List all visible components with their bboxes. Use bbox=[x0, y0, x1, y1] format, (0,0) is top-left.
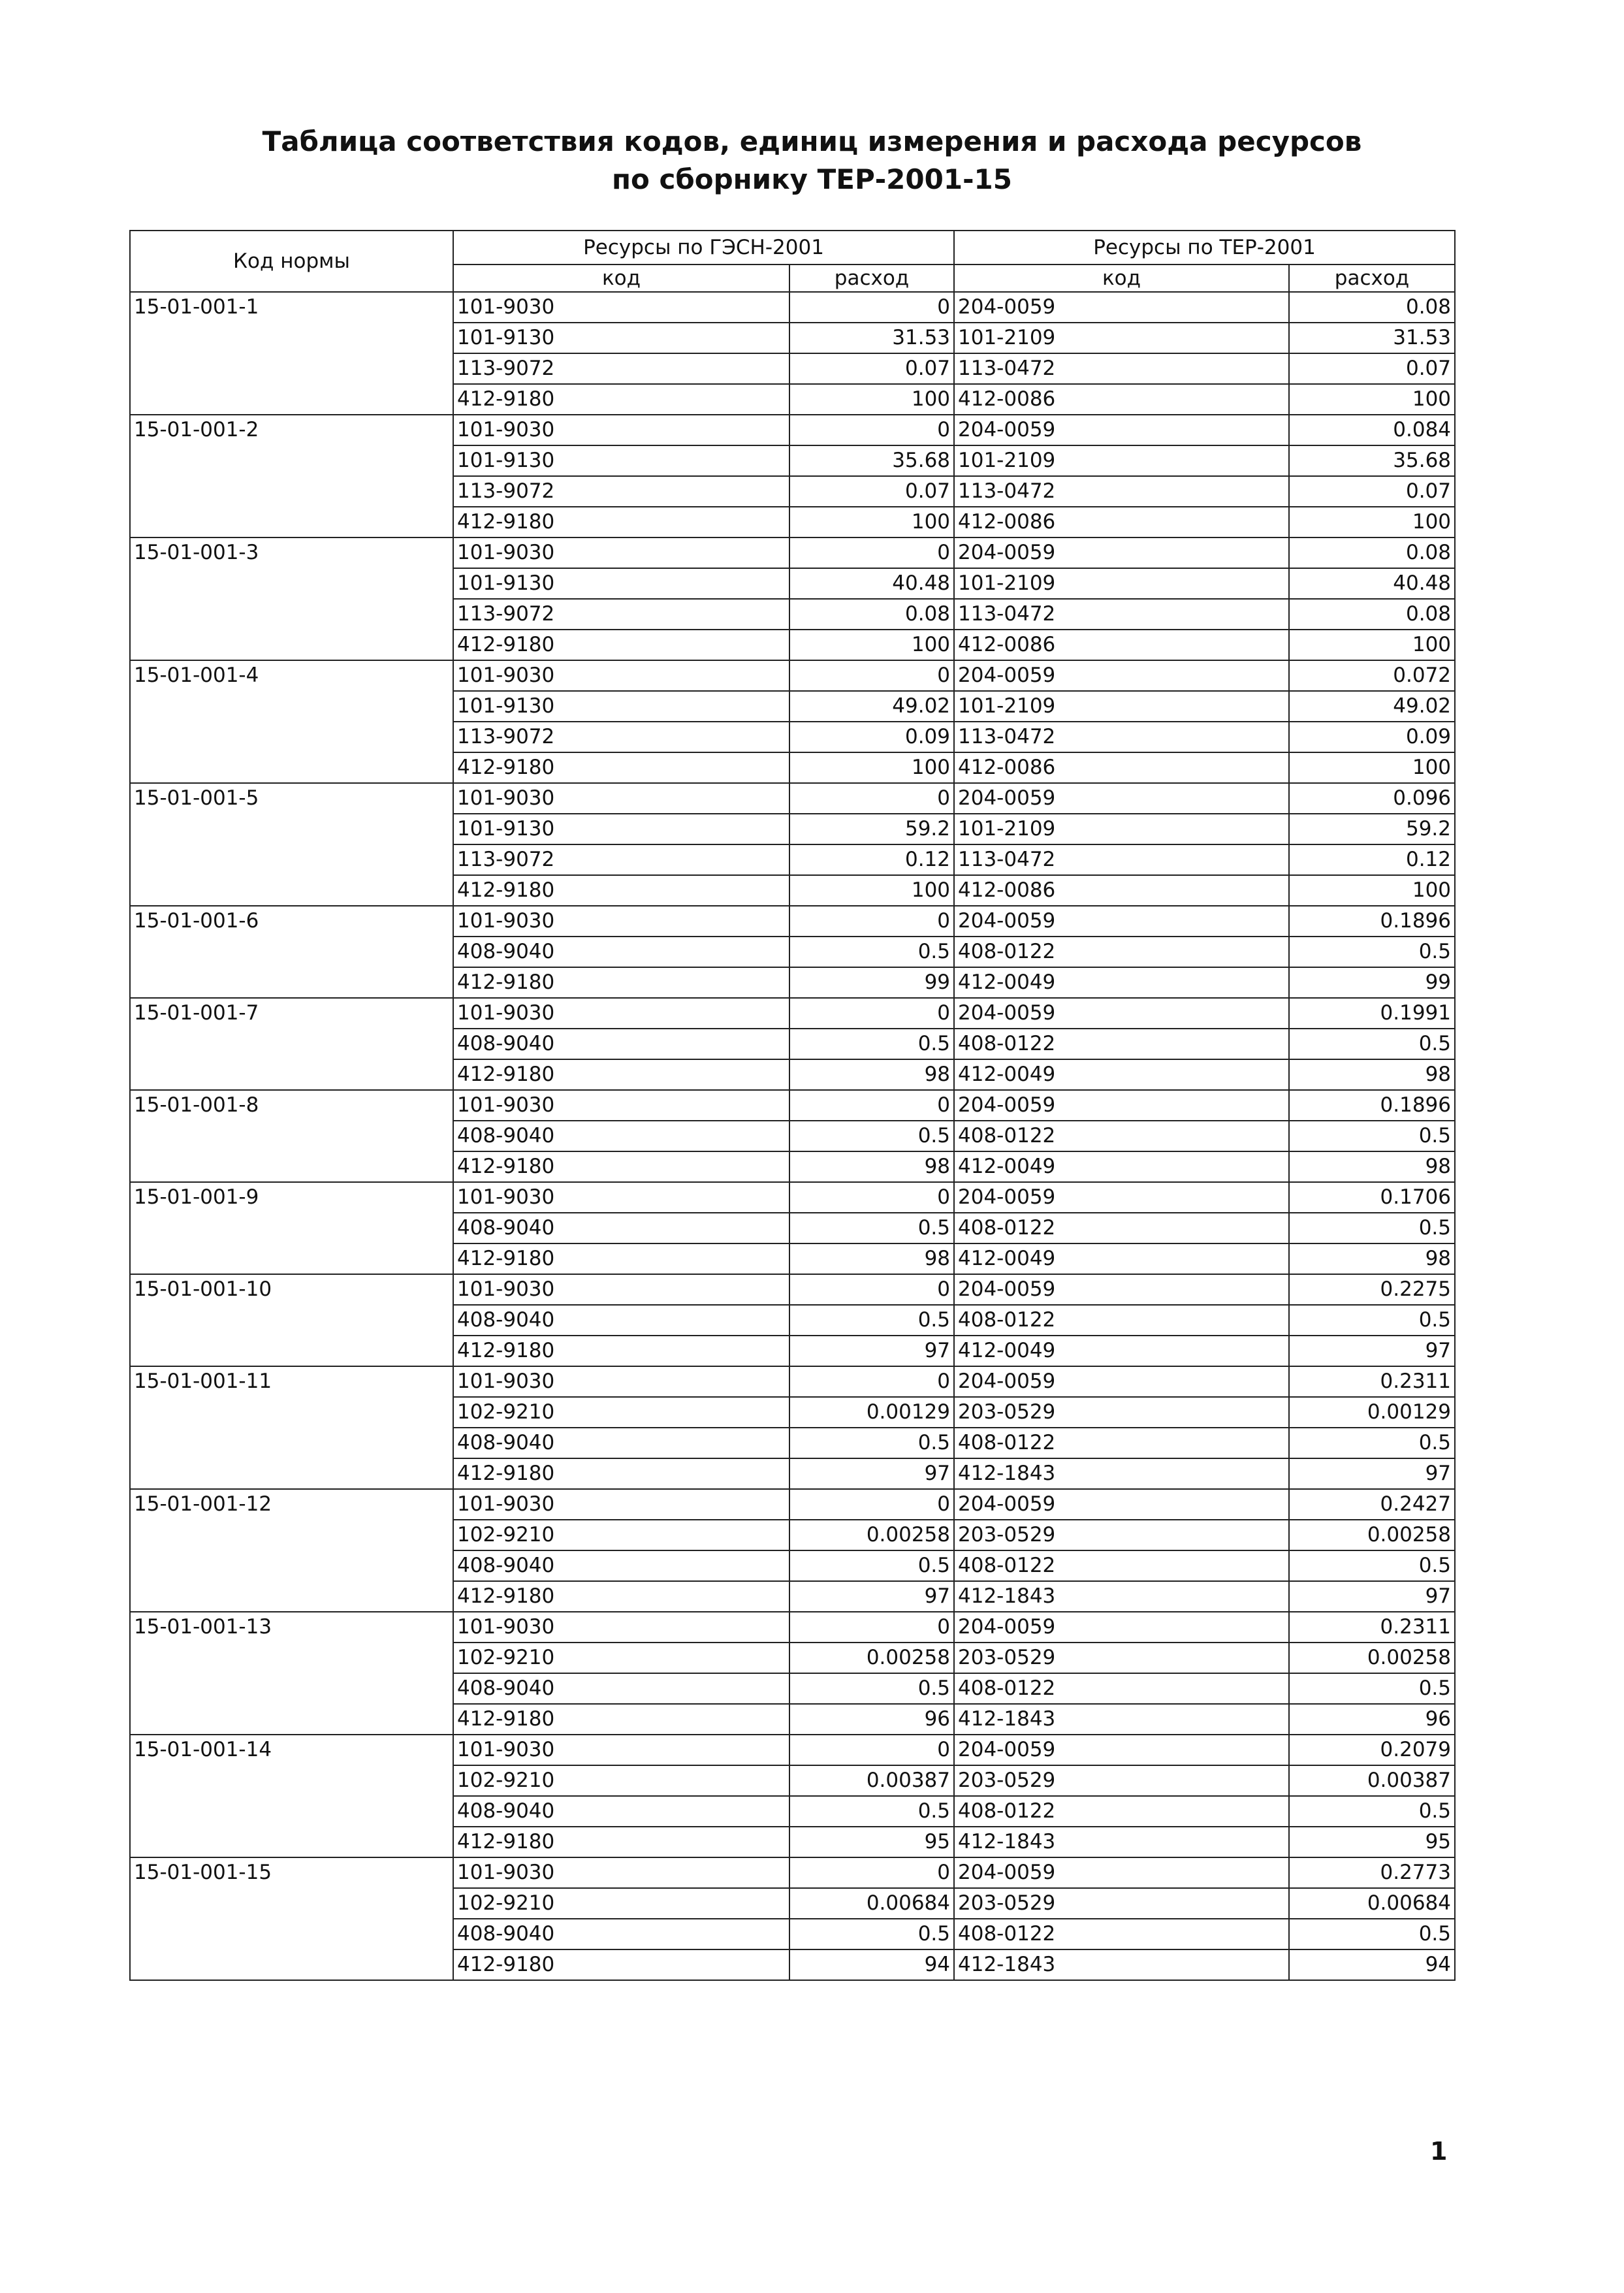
gesn-consumption-cell: 100 bbox=[789, 384, 954, 415]
gesn-code-cell: 412-9180 bbox=[453, 1458, 789, 1489]
ter-consumption-cell: 35.68 bbox=[1289, 445, 1455, 476]
ter-code-cell: 412-0086 bbox=[954, 384, 1289, 415]
gesn-code-cell: 101-9030 bbox=[453, 1612, 789, 1643]
ter-code-cell: 408-0122 bbox=[954, 1428, 1289, 1458]
ter-code-cell: 408-0122 bbox=[954, 1550, 1289, 1581]
resource-correspondence-table bbox=[129, 230, 1456, 1981]
gesn-consumption-cell: 0 bbox=[789, 1090, 954, 1121]
gesn-consumption-cell: 0.00129 bbox=[789, 1397, 954, 1428]
gesn-consumption-cell: 0.07 bbox=[789, 353, 954, 384]
gesn-code-cell: 101-9130 bbox=[453, 445, 789, 476]
gesn-code-cell: 113-9072 bbox=[453, 599, 789, 630]
norm-code-cell: 15-01-001-8 bbox=[130, 1090, 453, 1182]
ter-consumption-cell: 100 bbox=[1289, 752, 1455, 783]
gesn-code-cell: 412-9180 bbox=[453, 384, 789, 415]
title-line-1: Таблица соответствия кодов, единиц измерения и расхода ресурсов bbox=[262, 125, 1362, 157]
ter-consumption-cell: 0.5 bbox=[1289, 1550, 1455, 1581]
gesn-code-cell: 408-9040 bbox=[453, 1029, 789, 1059]
table-row bbox=[130, 1489, 1455, 1520]
ter-consumption-cell: 0.072 bbox=[1289, 660, 1455, 691]
gesn-consumption-cell: 0 bbox=[789, 292, 954, 323]
ter-code-cell: 412-0086 bbox=[954, 752, 1289, 783]
gesn-consumption-cell: 0.00258 bbox=[789, 1520, 954, 1550]
gesn-consumption-cell: 0.5 bbox=[789, 1428, 954, 1458]
ter-consumption-cell: 0.07 bbox=[1289, 476, 1455, 507]
gesn-consumption-cell: 0 bbox=[789, 998, 954, 1029]
ter-consumption-cell: 0.08 bbox=[1289, 599, 1455, 630]
table-row bbox=[130, 1612, 1455, 1643]
ter-code-cell: 204-0059 bbox=[954, 1182, 1289, 1213]
gesn-code-cell: 101-9030 bbox=[453, 1274, 789, 1305]
gesn-code-cell: 102-9210 bbox=[453, 1397, 789, 1428]
gesn-consumption-cell: 0 bbox=[789, 1366, 954, 1397]
gesn-consumption-cell: 0.07 bbox=[789, 476, 954, 507]
ter-code-cell: 408-0122 bbox=[954, 1673, 1289, 1704]
norm-code-cell: 15-01-001-15 bbox=[130, 1857, 453, 1980]
gesn-code-cell: 101-9030 bbox=[453, 292, 789, 323]
ter-code-cell: 412-1843 bbox=[954, 1949, 1289, 1980]
gesn-consumption-cell: 0.5 bbox=[789, 1305, 954, 1336]
ter-code-cell: 101-2109 bbox=[954, 568, 1289, 599]
ter-code-cell: 204-0059 bbox=[954, 292, 1289, 323]
gesn-consumption-cell: 100 bbox=[789, 752, 954, 783]
ter-code-cell: 204-0059 bbox=[954, 1857, 1289, 1888]
gesn-code-cell: 101-9030 bbox=[453, 1735, 789, 1765]
gesn-consumption-cell: 0.5 bbox=[789, 1213, 954, 1243]
gesn-code-cell: 101-9130 bbox=[453, 323, 789, 353]
gesn-code-cell: 412-9180 bbox=[453, 1243, 789, 1274]
ter-code-cell: 412-0049 bbox=[954, 967, 1289, 998]
gesn-code-cell: 412-9180 bbox=[453, 1151, 789, 1182]
gesn-code-cell: 408-9040 bbox=[453, 1796, 789, 1827]
table-row bbox=[130, 415, 1455, 445]
ter-consumption-cell: 97 bbox=[1289, 1581, 1455, 1612]
gesn-code-cell: 101-9030 bbox=[453, 1090, 789, 1121]
gesn-consumption-cell: 0 bbox=[789, 906, 954, 937]
gesn-consumption-cell: 100 bbox=[789, 630, 954, 660]
table-row bbox=[130, 998, 1455, 1029]
header-gesn-resources: Ресурсы по ГЭСН-2001 bbox=[453, 231, 954, 265]
gesn-consumption-cell: 59.2 bbox=[789, 814, 954, 844]
ter-consumption-cell: 49.02 bbox=[1289, 691, 1455, 722]
gesn-consumption-cell: 0.5 bbox=[789, 1919, 954, 1949]
gesn-consumption-cell: 96 bbox=[789, 1704, 954, 1735]
norm-code-cell: 15-01-001-5 bbox=[130, 783, 453, 906]
header-ter-code: код bbox=[954, 265, 1289, 292]
gesn-code-cell: 101-9030 bbox=[453, 660, 789, 691]
ter-code-cell: 101-2109 bbox=[954, 691, 1289, 722]
ter-consumption-cell: 98 bbox=[1289, 1059, 1455, 1090]
gesn-consumption-cell: 0.5 bbox=[789, 937, 954, 967]
page-number: 1 bbox=[1430, 2137, 1448, 2166]
gesn-code-cell: 408-9040 bbox=[453, 1428, 789, 1458]
ter-code-cell: 101-2109 bbox=[954, 445, 1289, 476]
gesn-consumption-cell: 0.5 bbox=[789, 1029, 954, 1059]
table-header bbox=[130, 231, 1455, 292]
resource-table-container bbox=[129, 230, 1456, 1981]
table-body bbox=[130, 292, 1455, 1980]
ter-consumption-cell: 0.00387 bbox=[1289, 1765, 1455, 1796]
ter-code-cell: 412-1843 bbox=[954, 1458, 1289, 1489]
ter-consumption-cell: 0.2311 bbox=[1289, 1366, 1455, 1397]
ter-code-cell: 412-1843 bbox=[954, 1827, 1289, 1857]
gesn-consumption-cell: 99 bbox=[789, 967, 954, 998]
ter-consumption-cell: 0.1896 bbox=[1289, 1090, 1455, 1121]
ter-consumption-cell: 0.1706 bbox=[1289, 1182, 1455, 1213]
table-row bbox=[130, 783, 1455, 814]
ter-code-cell: 204-0059 bbox=[954, 1090, 1289, 1121]
ter-consumption-cell: 0.2275 bbox=[1289, 1274, 1455, 1305]
ter-code-cell: 204-0059 bbox=[954, 1489, 1289, 1520]
gesn-consumption-cell: 0.5 bbox=[789, 1673, 954, 1704]
ter-code-cell: 408-0122 bbox=[954, 1919, 1289, 1949]
title-line-2: по сборнику ТЕР-2001-15 bbox=[612, 163, 1012, 195]
ter-code-cell: 204-0059 bbox=[954, 906, 1289, 937]
table-row bbox=[130, 1182, 1455, 1213]
gesn-code-cell: 101-9030 bbox=[453, 1489, 789, 1520]
ter-code-cell: 408-0122 bbox=[954, 1305, 1289, 1336]
norm-code-cell: 15-01-001-14 bbox=[130, 1735, 453, 1857]
ter-consumption-cell: 0.00129 bbox=[1289, 1397, 1455, 1428]
gesn-code-cell: 412-9180 bbox=[453, 967, 789, 998]
ter-code-cell: 408-0122 bbox=[954, 1121, 1289, 1151]
ter-consumption-cell: 0.5 bbox=[1289, 1428, 1455, 1458]
gesn-consumption-cell: 0 bbox=[789, 1857, 954, 1888]
ter-consumption-cell: 0.5 bbox=[1289, 1919, 1455, 1949]
ter-code-cell: 203-0529 bbox=[954, 1888, 1289, 1919]
ter-consumption-cell: 0.2427 bbox=[1289, 1489, 1455, 1520]
gesn-consumption-cell: 0 bbox=[789, 1489, 954, 1520]
header-gesn-code: код bbox=[453, 265, 789, 292]
ter-consumption-cell: 100 bbox=[1289, 875, 1455, 906]
gesn-consumption-cell: 0 bbox=[789, 1182, 954, 1213]
gesn-code-cell: 102-9210 bbox=[453, 1765, 789, 1796]
ter-code-cell: 113-0472 bbox=[954, 599, 1289, 630]
ter-consumption-cell: 0.2079 bbox=[1289, 1735, 1455, 1765]
ter-code-cell: 408-0122 bbox=[954, 1796, 1289, 1827]
ter-consumption-cell: 0.096 bbox=[1289, 783, 1455, 814]
norm-code-cell: 15-01-001-11 bbox=[130, 1366, 453, 1489]
ter-code-cell: 203-0529 bbox=[954, 1520, 1289, 1550]
header-gesn-consumption: расход bbox=[789, 265, 954, 292]
ter-code-cell: 113-0472 bbox=[954, 353, 1289, 384]
ter-code-cell: 412-1843 bbox=[954, 1704, 1289, 1735]
ter-consumption-cell: 0.5 bbox=[1289, 1305, 1455, 1336]
ter-code-cell: 412-0049 bbox=[954, 1151, 1289, 1182]
gesn-code-cell: 113-9072 bbox=[453, 353, 789, 384]
gesn-consumption-cell: 31.53 bbox=[789, 323, 954, 353]
ter-consumption-cell: 0.00258 bbox=[1289, 1643, 1455, 1673]
gesn-consumption-cell: 40.48 bbox=[789, 568, 954, 599]
ter-consumption-cell: 0.00684 bbox=[1289, 1888, 1455, 1919]
norm-code-cell: 15-01-001-1 bbox=[130, 292, 453, 415]
header-ter-consumption: расход bbox=[1289, 265, 1455, 292]
ter-consumption-cell: 0.2311 bbox=[1289, 1612, 1455, 1643]
table-row bbox=[130, 906, 1455, 937]
gesn-code-cell: 412-9180 bbox=[453, 875, 789, 906]
gesn-code-cell: 101-9030 bbox=[453, 1366, 789, 1397]
ter-consumption-cell: 94 bbox=[1289, 1949, 1455, 1980]
gesn-consumption-cell: 0 bbox=[789, 1735, 954, 1765]
ter-consumption-cell: 0.09 bbox=[1289, 722, 1455, 752]
norm-code-cell: 15-01-001-7 bbox=[130, 998, 453, 1090]
gesn-consumption-cell: 0 bbox=[789, 1274, 954, 1305]
gesn-code-cell: 101-9030 bbox=[453, 906, 789, 937]
gesn-consumption-cell: 98 bbox=[789, 1151, 954, 1182]
ter-consumption-cell: 0.07 bbox=[1289, 353, 1455, 384]
ter-consumption-cell: 0.084 bbox=[1289, 415, 1455, 445]
norm-code-cell: 15-01-001-12 bbox=[130, 1489, 453, 1612]
ter-code-cell: 204-0059 bbox=[954, 998, 1289, 1029]
ter-consumption-cell: 0.08 bbox=[1289, 292, 1455, 323]
norm-code-cell: 15-01-001-4 bbox=[130, 660, 453, 783]
gesn-code-cell: 101-9130 bbox=[453, 814, 789, 844]
ter-code-cell: 204-0059 bbox=[954, 1274, 1289, 1305]
header-ter-resources: Ресурсы по ТЕР-2001 bbox=[954, 231, 1455, 265]
gesn-code-cell: 101-9030 bbox=[453, 998, 789, 1029]
gesn-code-cell: 412-9180 bbox=[453, 1949, 789, 1980]
gesn-consumption-cell: 0.5 bbox=[789, 1796, 954, 1827]
gesn-consumption-cell: 0.08 bbox=[789, 599, 954, 630]
gesn-code-cell: 412-9180 bbox=[453, 507, 789, 537]
gesn-consumption-cell: 49.02 bbox=[789, 691, 954, 722]
ter-code-cell: 412-0049 bbox=[954, 1243, 1289, 1274]
ter-code-cell: 204-0059 bbox=[954, 1366, 1289, 1397]
ter-code-cell: 101-2109 bbox=[954, 814, 1289, 844]
gesn-code-cell: 101-9030 bbox=[453, 537, 789, 568]
ter-code-cell: 204-0059 bbox=[954, 783, 1289, 814]
gesn-code-cell: 101-9030 bbox=[453, 1857, 789, 1888]
ter-code-cell: 203-0529 bbox=[954, 1765, 1289, 1796]
gesn-code-cell: 101-9030 bbox=[453, 415, 789, 445]
ter-consumption-cell: 0.08 bbox=[1289, 537, 1455, 568]
gesn-consumption-cell: 0.00387 bbox=[789, 1765, 954, 1796]
ter-code-cell: 412-0049 bbox=[954, 1059, 1289, 1090]
ter-code-cell: 203-0529 bbox=[954, 1397, 1289, 1428]
ter-code-cell: 113-0472 bbox=[954, 476, 1289, 507]
page-title bbox=[0, 123, 1624, 199]
gesn-code-cell: 408-9040 bbox=[453, 1121, 789, 1151]
ter-consumption-cell: 0.2773 bbox=[1289, 1857, 1455, 1888]
gesn-consumption-cell: 97 bbox=[789, 1581, 954, 1612]
gesn-code-cell: 101-9030 bbox=[453, 1182, 789, 1213]
ter-code-cell: 203-0529 bbox=[954, 1643, 1289, 1673]
gesn-consumption-cell: 100 bbox=[789, 875, 954, 906]
gesn-consumption-cell: 0 bbox=[789, 415, 954, 445]
gesn-code-cell: 113-9072 bbox=[453, 722, 789, 752]
norm-code-cell: 15-01-001-10 bbox=[130, 1274, 453, 1366]
ter-code-cell: 204-0059 bbox=[954, 537, 1289, 568]
ter-consumption-cell: 98 bbox=[1289, 1243, 1455, 1274]
ter-code-cell: 412-0086 bbox=[954, 507, 1289, 537]
ter-consumption-cell: 59.2 bbox=[1289, 814, 1455, 844]
gesn-consumption-cell: 0 bbox=[789, 783, 954, 814]
ter-consumption-cell: 100 bbox=[1289, 630, 1455, 660]
gesn-consumption-cell: 100 bbox=[789, 507, 954, 537]
norm-code-cell: 15-01-001-6 bbox=[130, 906, 453, 998]
table-row bbox=[130, 1090, 1455, 1121]
ter-code-cell: 412-0086 bbox=[954, 875, 1289, 906]
ter-consumption-cell: 0.5 bbox=[1289, 1796, 1455, 1827]
gesn-consumption-cell: 0.5 bbox=[789, 1550, 954, 1581]
ter-consumption-cell: 0.12 bbox=[1289, 844, 1455, 875]
gesn-code-cell: 412-9180 bbox=[453, 1336, 789, 1366]
ter-consumption-cell: 97 bbox=[1289, 1458, 1455, 1489]
ter-consumption-cell: 0.1896 bbox=[1289, 906, 1455, 937]
gesn-consumption-cell: 0.09 bbox=[789, 722, 954, 752]
ter-code-cell: 204-0059 bbox=[954, 660, 1289, 691]
gesn-code-cell: 412-9180 bbox=[453, 752, 789, 783]
gesn-code-cell: 408-9040 bbox=[453, 1919, 789, 1949]
gesn-code-cell: 408-9040 bbox=[453, 1213, 789, 1243]
ter-consumption-cell: 40.48 bbox=[1289, 568, 1455, 599]
ter-code-cell: 101-2109 bbox=[954, 323, 1289, 353]
gesn-consumption-cell: 98 bbox=[789, 1059, 954, 1090]
gesn-code-cell: 101-9030 bbox=[453, 783, 789, 814]
gesn-code-cell: 101-9130 bbox=[453, 568, 789, 599]
ter-code-cell: 412-0086 bbox=[954, 630, 1289, 660]
ter-consumption-cell: 0.5 bbox=[1289, 937, 1455, 967]
gesn-code-cell: 412-9180 bbox=[453, 1059, 789, 1090]
gesn-consumption-cell: 35.68 bbox=[789, 445, 954, 476]
gesn-consumption-cell: 95 bbox=[789, 1827, 954, 1857]
ter-code-cell: 204-0059 bbox=[954, 1735, 1289, 1765]
gesn-code-cell: 408-9040 bbox=[453, 937, 789, 967]
ter-consumption-cell: 100 bbox=[1289, 507, 1455, 537]
table-row bbox=[130, 660, 1455, 691]
gesn-consumption-cell: 97 bbox=[789, 1336, 954, 1366]
gesn-code-cell: 102-9210 bbox=[453, 1520, 789, 1550]
ter-consumption-cell: 0.5 bbox=[1289, 1213, 1455, 1243]
gesn-consumption-cell: 97 bbox=[789, 1458, 954, 1489]
gesn-code-cell: 412-9180 bbox=[453, 630, 789, 660]
gesn-code-cell: 408-9040 bbox=[453, 1673, 789, 1704]
gesn-consumption-cell: 94 bbox=[789, 1949, 954, 1980]
gesn-consumption-cell: 0 bbox=[789, 660, 954, 691]
ter-code-cell: 412-1843 bbox=[954, 1581, 1289, 1612]
ter-code-cell: 408-0122 bbox=[954, 937, 1289, 967]
ter-consumption-cell: 0.5 bbox=[1289, 1673, 1455, 1704]
norm-code-cell: 15-01-001-2 bbox=[130, 415, 453, 537]
gesn-code-cell: 412-9180 bbox=[453, 1827, 789, 1857]
ter-code-cell: 412-0049 bbox=[954, 1336, 1289, 1366]
gesn-code-cell: 408-9040 bbox=[453, 1305, 789, 1336]
norm-code-cell: 15-01-001-9 bbox=[130, 1182, 453, 1274]
gesn-code-cell: 101-9130 bbox=[453, 691, 789, 722]
ter-consumption-cell: 96 bbox=[1289, 1704, 1455, 1735]
gesn-consumption-cell: 0 bbox=[789, 537, 954, 568]
gesn-consumption-cell: 0.12 bbox=[789, 844, 954, 875]
ter-consumption-cell: 0.00258 bbox=[1289, 1520, 1455, 1550]
gesn-code-cell: 102-9210 bbox=[453, 1888, 789, 1919]
ter-code-cell: 204-0059 bbox=[954, 415, 1289, 445]
norm-code-cell: 15-01-001-3 bbox=[130, 537, 453, 660]
ter-consumption-cell: 95 bbox=[1289, 1827, 1455, 1857]
table-row bbox=[130, 537, 1455, 568]
ter-consumption-cell: 100 bbox=[1289, 384, 1455, 415]
header-norm-code: Код нормы bbox=[130, 231, 453, 292]
table-row bbox=[130, 1857, 1455, 1888]
table-row bbox=[130, 1366, 1455, 1397]
gesn-consumption-cell: 0.5 bbox=[789, 1121, 954, 1151]
gesn-code-cell: 113-9072 bbox=[453, 844, 789, 875]
gesn-consumption-cell: 0.00258 bbox=[789, 1643, 954, 1673]
norm-code-cell: 15-01-001-13 bbox=[130, 1612, 453, 1735]
gesn-code-cell: 408-9040 bbox=[453, 1550, 789, 1581]
gesn-code-cell: 113-9072 bbox=[453, 476, 789, 507]
table-row bbox=[130, 292, 1455, 323]
ter-consumption-cell: 0.5 bbox=[1289, 1029, 1455, 1059]
ter-code-cell: 113-0472 bbox=[954, 844, 1289, 875]
gesn-consumption-cell: 0 bbox=[789, 1612, 954, 1643]
ter-consumption-cell: 98 bbox=[1289, 1151, 1455, 1182]
table-row bbox=[130, 1274, 1455, 1305]
gesn-code-cell: 102-9210 bbox=[453, 1643, 789, 1673]
table-row bbox=[130, 1735, 1455, 1765]
ter-consumption-cell: 0.1991 bbox=[1289, 998, 1455, 1029]
gesn-consumption-cell: 98 bbox=[789, 1243, 954, 1274]
gesn-code-cell: 412-9180 bbox=[453, 1581, 789, 1612]
gesn-consumption-cell: 0.00684 bbox=[789, 1888, 954, 1919]
ter-consumption-cell: 0.5 bbox=[1289, 1121, 1455, 1151]
ter-code-cell: 113-0472 bbox=[954, 722, 1289, 752]
ter-consumption-cell: 97 bbox=[1289, 1336, 1455, 1366]
ter-code-cell: 408-0122 bbox=[954, 1213, 1289, 1243]
ter-code-cell: 408-0122 bbox=[954, 1029, 1289, 1059]
ter-code-cell: 204-0059 bbox=[954, 1612, 1289, 1643]
ter-consumption-cell: 31.53 bbox=[1289, 323, 1455, 353]
ter-consumption-cell: 99 bbox=[1289, 967, 1455, 998]
gesn-code-cell: 412-9180 bbox=[453, 1704, 789, 1735]
